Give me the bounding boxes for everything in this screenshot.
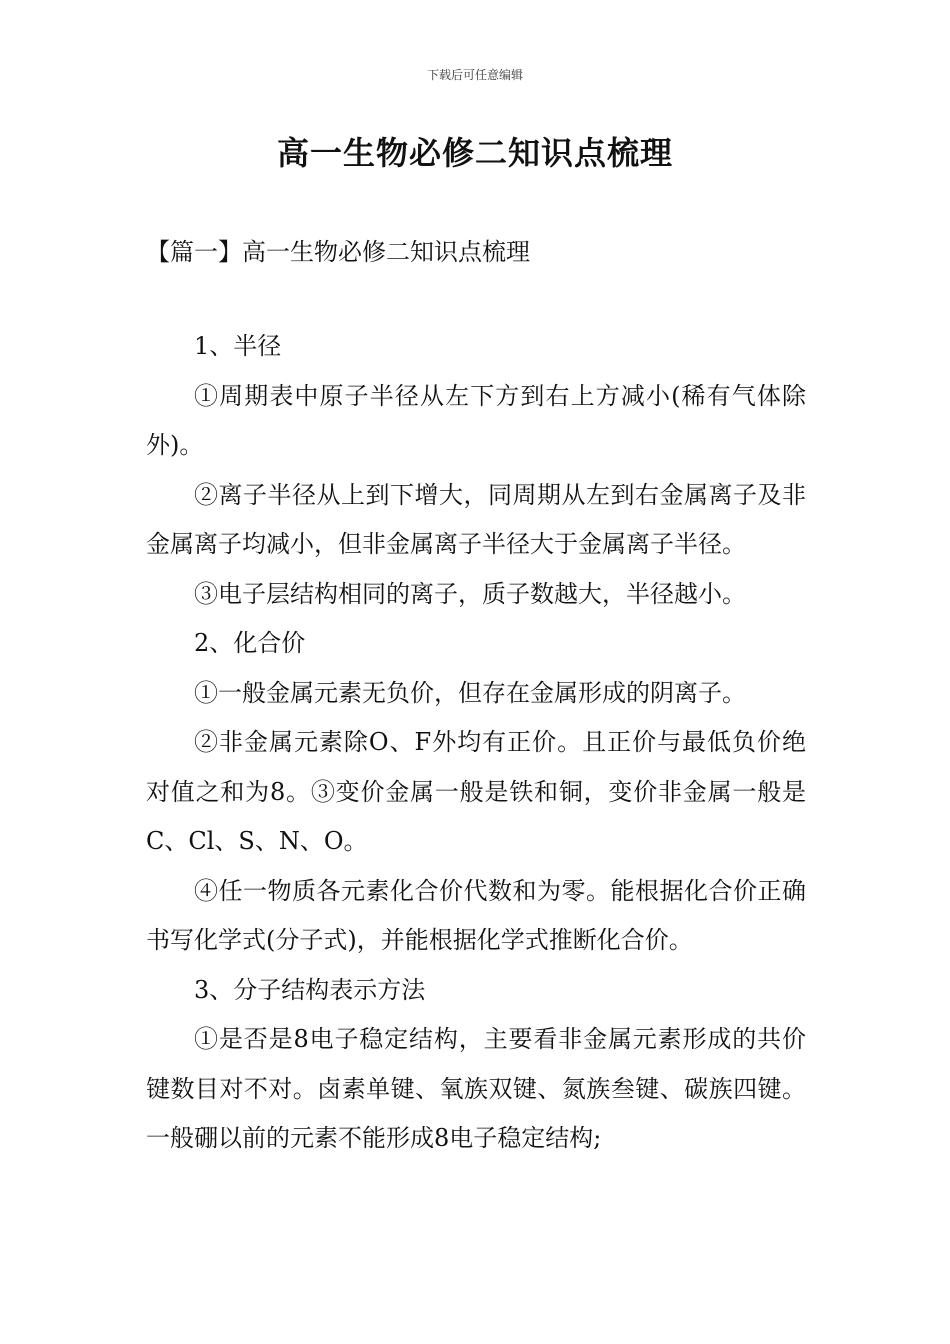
paragraph: ①周期表中原子半径从左下方到右上方减小(稀有气体除外)。 <box>146 381 806 459</box>
page-title: 高一生物必修二知识点梳理 <box>276 134 673 172</box>
paragraph: 1、半径 <box>194 332 282 360</box>
paragraph: 2、化合价 <box>194 629 306 657</box>
paragraph: ④任一物质各元素化合价代数和为零。能根据化合价正确书写化学式(分子式)，并能根据化学式推断化合价。 <box>146 876 806 954</box>
paragraph: ②离子半径从上到下增大，同周期从左到右金属离子及非金属离子均减小，但非金属离子半径大于金属离子半径。 <box>146 480 806 558</box>
paragraph: ③电子层结构相同的离子，质子数越大，半径越小。 <box>194 579 746 608</box>
paragraph: ①一般金属元素无负价，但存在金属形成的阴离子。 <box>194 678 746 707</box>
paragraph: ②非金属元素除O、F外均有正价。且正价与最低负价绝对值之和为8。③变价金属一般是铁和铜，变价非金属一般是C、Cl、S、N、O。 <box>146 728 806 855</box>
paragraph: 3、分子结构表示方法 <box>194 975 426 1004</box>
document-body <box>146 322 806 1164</box>
section-heading: 【篇一】高一生物必修二知识点梳理 <box>146 238 530 266</box>
header-note: 下载后可任意编辑 <box>426 68 523 82</box>
paragraph: ①是否是8电子稳定结构，主要看非金属元素形成的共价键数目对不对。卤素单键、氧族双键、氮族叁键、碳族四键。一般硼以前的元素不能形成8电子稳定结构; <box>146 1025 806 1152</box>
